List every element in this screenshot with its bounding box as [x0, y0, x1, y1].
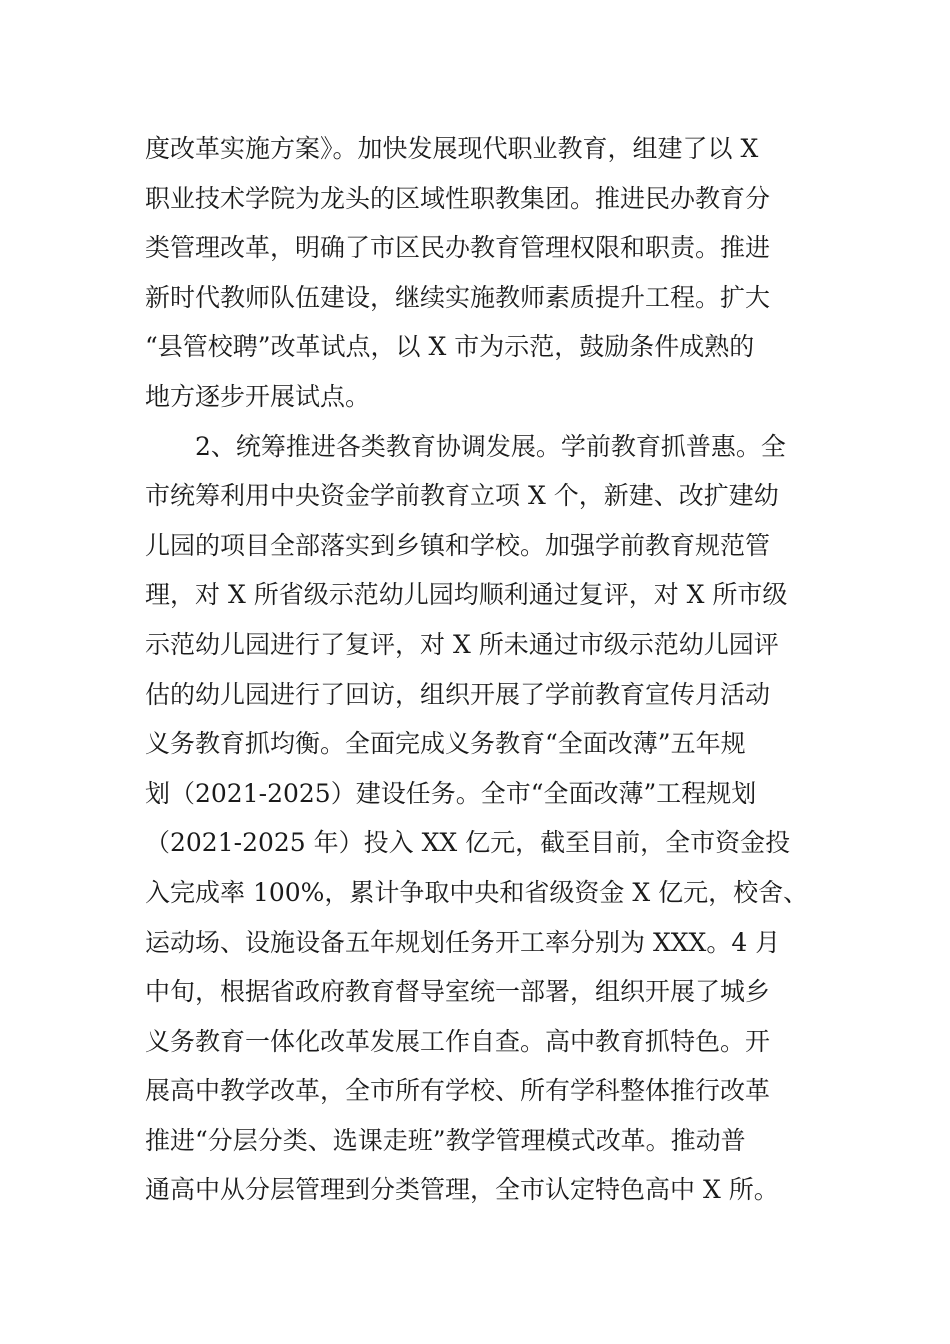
- text-line: 通高中从分层管理到分类管理，全市认定特色高中 X 所。: [145, 1175, 779, 1205]
- body-text: [145, 124, 815, 1215]
- text-line: 估的幼儿园进行了回访，组织开展了学前教育宣传月活动: [145, 679, 771, 709]
- paragraph-start-line: 2、统筹推进各类教育协调发展。学前教育抓普惠。全: [195, 431, 786, 461]
- text-line: 运动场、设施设备五年规划任务开工率分别为 XXX。4 月: [145, 927, 781, 957]
- text-line: 职业技术学院为龙头的区域性职教集团。推进民办教育分: [145, 183, 771, 213]
- text-line: 类管理改革，明确了市区民办教育管理权限和职责。推进: [145, 233, 771, 263]
- text-line: 市统筹利用中央资金学前教育立项 X 个，新建、改扩建幼: [145, 481, 779, 511]
- text-line: 理，对 X 所省级示范幼儿园均顺利通过复评，对 X 所市级: [145, 580, 788, 610]
- text-line: 中旬，根据省政府教育督导室统一部署，组织开展了城乡: [145, 977, 771, 1007]
- text-line: 义务教育一体化改革发展工作自查。高中教育抓特色。开: [145, 1026, 771, 1056]
- text-line: 展高中教学改革，全市所有学校、所有学科整体推行改革: [145, 1076, 771, 1106]
- text-line: 度改革实施方案》。加快发展现代职业教育，组建了以 X: [145, 134, 759, 163]
- text-line: “县管校聘”改革试点，以 X 市为示范，鼓励条件成熟的: [145, 332, 755, 362]
- text-line: 儿园的项目全部落实到乡镇和学校。加强学前教育规范管: [145, 530, 771, 560]
- text-line: 地方逐步开展试点。: [145, 381, 371, 411]
- text-line: （2021-2025 年）投入 XX 亿元，截至目前，全市资金投: [145, 828, 791, 858]
- text-line: 新时代教师队伍建设，继续实施教师素质提升工程。扩大: [145, 282, 771, 312]
- text-line: 义务教育抓均衡。全面完成义务教育“全面改薄”五年规: [145, 729, 746, 759]
- text-line: 示范幼儿园进行了复评，对 X 所未通过市级示范幼儿园评: [145, 629, 779, 659]
- text-line: 入完成率 100%，累计争取中央和省级资金 X 亿元，校舍、: [145, 877, 809, 907]
- text-line: 划（2021-2025）建设任务。全市“全面改薄”工程规划: [145, 778, 757, 808]
- text-line: 推进“分层分类、选课走班”教学管理模式改革。推动普: [145, 1125, 746, 1155]
